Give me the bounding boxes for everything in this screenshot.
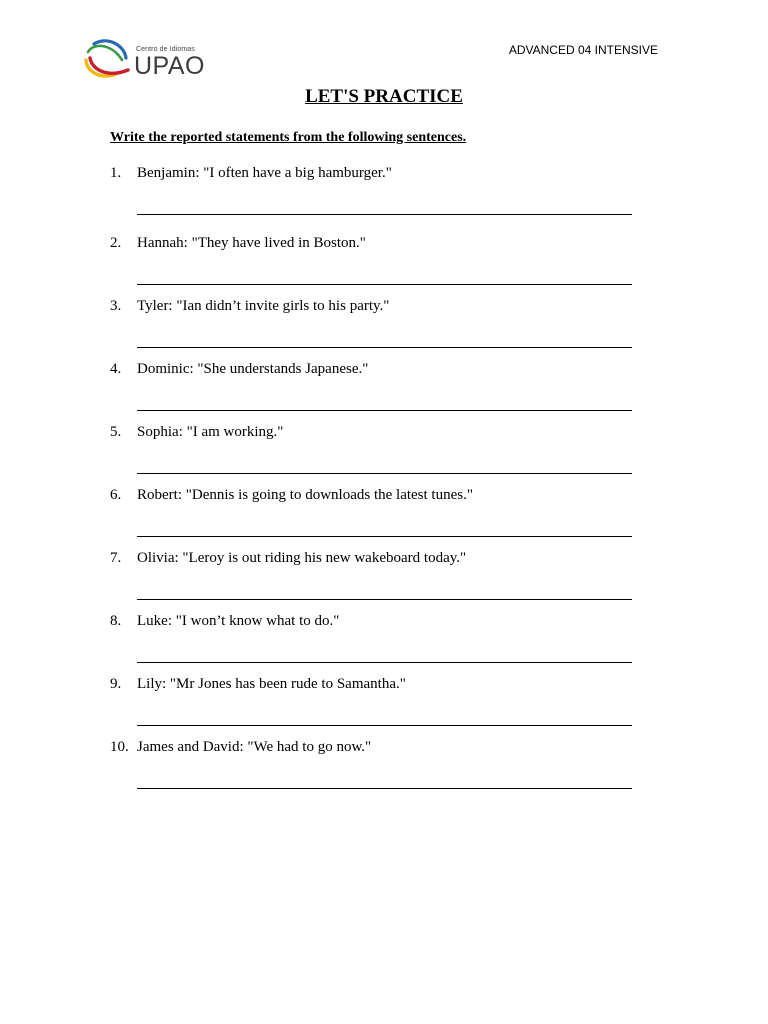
item-number: 8.: [110, 613, 122, 629]
exercise-item: [110, 298, 640, 361]
item-sentence: Hannah: "They have lived in Boston.": [137, 235, 366, 251]
item-sentence: Sophia: "I am working.": [137, 424, 284, 440]
answer-line[interactable]: [137, 599, 632, 600]
upao-logo: [84, 38, 204, 84]
answer-line[interactable]: [137, 662, 632, 663]
exercise-item: [110, 676, 640, 739]
item-number: 2.: [110, 235, 122, 251]
item-sentence: James and David: "We had to go now.": [137, 739, 372, 755]
item-number: 5.: [110, 424, 122, 440]
item-number: 9.: [110, 676, 122, 692]
item-sentence: Olivia: "Leroy is out riding his new wakeboard today.": [137, 550, 467, 566]
answer-line[interactable]: [137, 725, 632, 726]
logo-subtitle: Centro de Idiomas: [136, 46, 195, 53]
item-number: 1.: [110, 165, 122, 181]
course-label: ADVANCED 04 INTENSIVE: [508, 43, 658, 57]
logo-name: UPAO: [134, 52, 205, 80]
exercise-item: [110, 165, 640, 235]
answer-line[interactable]: [137, 473, 632, 474]
exercise-item: [110, 613, 640, 676]
page-title: LET'S PRACTICE: [305, 86, 463, 107]
answer-line[interactable]: [137, 214, 632, 215]
item-sentence: Robert: "Dennis is going to downloads the latest tunes.": [137, 487, 473, 503]
item-number: 3.: [110, 298, 122, 314]
item-number: 6.: [110, 487, 122, 503]
instruction-text: Write the reported statements from the following sentences.: [110, 130, 467, 145]
item-sentence: Benjamin: "I often have a big hamburger.": [137, 165, 392, 181]
item-number: 10.: [110, 739, 129, 755]
exercise-item: [110, 550, 640, 613]
answer-line[interactable]: [137, 536, 632, 537]
item-sentence: Dominic: "She understands Japanese.": [137, 361, 369, 377]
item-number: 7.: [110, 550, 122, 566]
exercise-item: [110, 235, 640, 298]
answer-line[interactable]: [137, 347, 632, 348]
logo-swirl-icon: [84, 38, 136, 84]
exercise-item: [110, 487, 640, 550]
exercise-item: [110, 424, 640, 487]
exercise-item: [110, 361, 640, 424]
item-number: 4.: [110, 361, 122, 377]
item-sentence: Lily: "Mr Jones has been rude to Samantha.": [137, 676, 406, 692]
exercise-item: [110, 739, 640, 802]
answer-line[interactable]: [137, 788, 632, 789]
item-sentence: Luke: "I won’t know what to do.": [137, 613, 340, 629]
answer-line[interactable]: [137, 410, 632, 411]
exercise-list: [110, 165, 640, 802]
answer-line[interactable]: [137, 284, 632, 285]
item-sentence: Tyler: "Ian didn’t invite girls to his party.": [137, 298, 390, 314]
